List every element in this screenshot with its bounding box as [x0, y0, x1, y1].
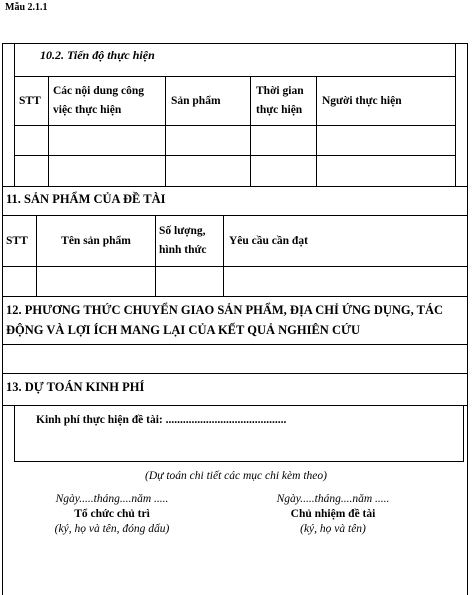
funding-label: Kinh phí thực hiện đề tài: .......................................... [36, 414, 287, 426]
progress-header-time: Thời gian thực hiện [256, 85, 304, 116]
section-12-top [2, 296, 468, 297]
products-header-bottom [2, 266, 468, 267]
progress-col-divider-3 [250, 76, 251, 186]
products-col-divider-2 [155, 215, 156, 297]
right-signature-role: Chủ nhiệm đề tài [290, 508, 376, 520]
progress-header-tasks: Các nội dung công việc thực hiện [53, 85, 145, 116]
left-signature-instruction: (ký, họ và tên, đóng dấu) [54, 523, 170, 535]
progress-col-divider-4 [316, 76, 317, 186]
progress-header-person: Người thực hiện [322, 94, 402, 107]
budget-box-right [463, 405, 464, 462]
section-11-top [2, 186, 468, 187]
progress-header-stt: STT [19, 94, 41, 107]
budget-note: (Dự toán chi tiết các mục chi kèm theo) [145, 470, 327, 482]
progress-table-left-border [14, 44, 15, 186]
budget-box-bottom [14, 461, 464, 462]
outer-right-border [467, 43, 468, 595]
budget-box-top [2, 405, 468, 406]
products-header-requirement: Yêu cầu cần đạt [229, 234, 308, 247]
progress-col-divider-1 [48, 76, 49, 186]
progress-col-divider-2 [165, 76, 166, 186]
right-signature-block [243, 492, 423, 537]
products-header-stt: STT [6, 234, 28, 247]
left-signature-block [22, 492, 202, 537]
section-13-top [2, 373, 468, 374]
progress-section-title: 10.2. Tiến độ thực hiện [40, 48, 155, 62]
budget-section-title: 13. DỰ TOÁN KINH PHÍ [6, 380, 145, 394]
progress-table-header-bottom [14, 125, 456, 126]
left-signature-date: Ngày.....tháng....năm ..... [55, 493, 169, 505]
right-signature-instruction: (ký, họ và tên) [300, 523, 366, 535]
products-header-quantity: Số lượng, hình thức [159, 225, 207, 256]
products-section-title: 11. SẢN PHẨM CỦA ĐỀ TÀI [6, 192, 166, 206]
budget-box-left [14, 405, 15, 462]
form-code: Mẫu 2.1.1 [5, 2, 48, 13]
outer-left-border [2, 43, 3, 595]
progress-table-right-border [455, 44, 456, 186]
products-header-name: Tên sản phẩm [61, 234, 131, 247]
transfer-section-title: 12. PHƯƠNG THỨC CHUYỂN GIAO SẢN PHẨM, ĐỊA CHỈ ỨNG DỤNG, TÁC ĐỘNG VÀ LỢI ÍCH MANG LẠI CỦA KẾT QUẢ NGHIÊN CỨU [6, 303, 444, 337]
right-signature-date: Ngày.....tháng....năm ..... [276, 493, 390, 505]
progress-table-row-divider [14, 155, 456, 156]
transfer-content-top [2, 344, 468, 345]
progress-header-product: Sản phẩm [171, 94, 221, 107]
left-signature-role: Tổ chức chủ trì [74, 508, 150, 520]
outer-top-border [2, 43, 468, 44]
products-col-divider-3 [223, 215, 224, 297]
